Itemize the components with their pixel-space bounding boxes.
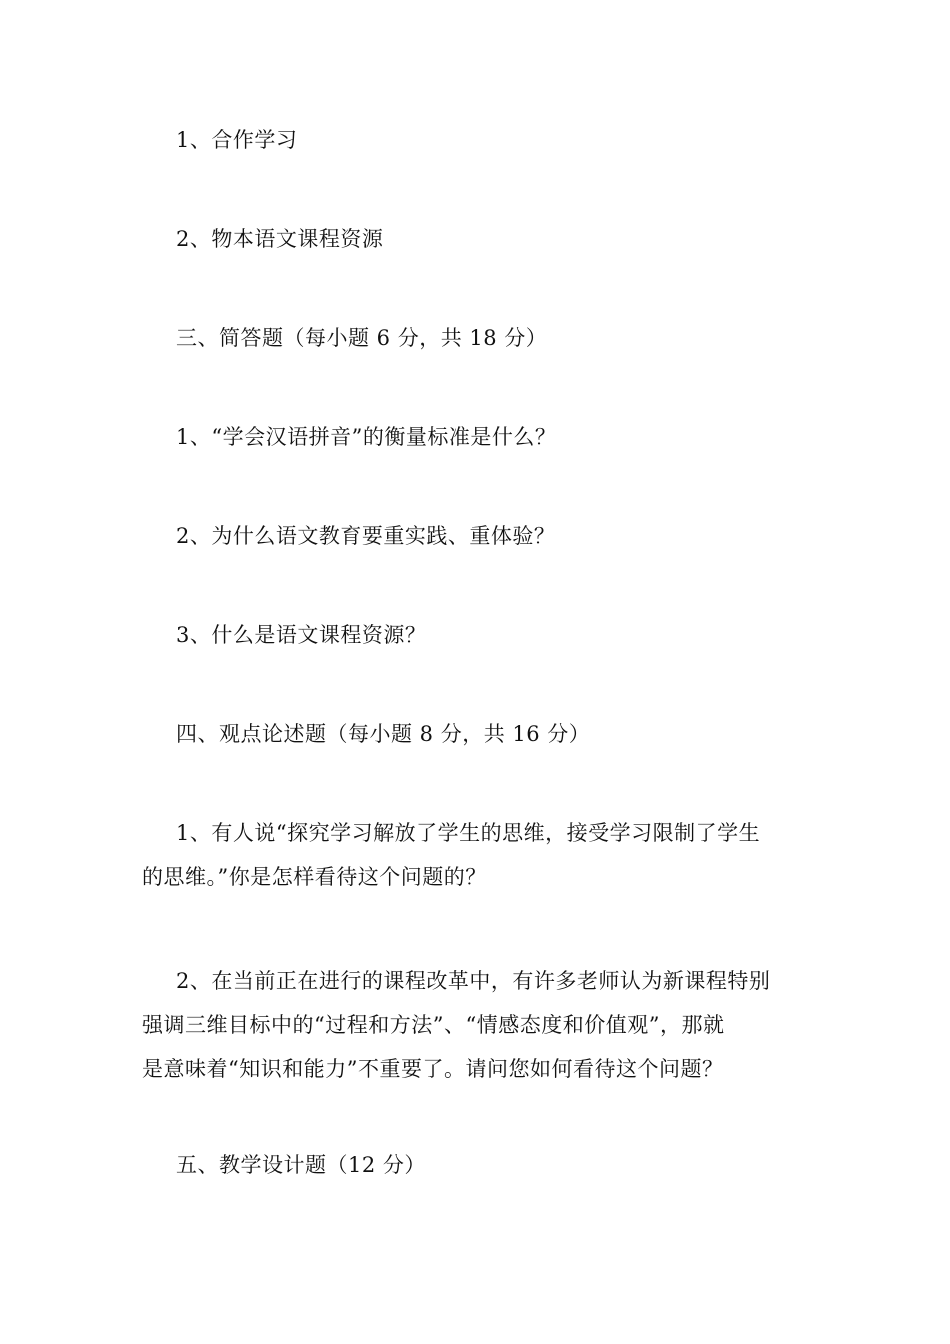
- argument-question-2-line-2: 强调三维目标中的“过程和方法”、“情感态度和价值观”，那就: [142, 1013, 725, 1037]
- argument-question-1-line-2: 的思维。”你是怎样看待这个问题的？: [142, 865, 487, 889]
- argument-question-1-line-1: 1、有人说“探究学习解放了学生的思维，接受学习限制了学生: [176, 821, 761, 845]
- short-answer-question-2: 2、为什么语文教育要重实践、重体验？: [176, 524, 556, 548]
- argument-question-1: [142, 811, 802, 899]
- short-answer-question-3: 3、什么是语文课程资源？: [176, 623, 427, 647]
- term-item-2: 2、物本语文课程资源: [176, 227, 384, 251]
- section-heading-short-answer: 三、简答题（每小题 6 分，共 18 分）: [176, 326, 548, 350]
- argument-question-2-line-1: 2、在当前正在进行的课程改革中，有许多老师认为新课程特别: [176, 969, 771, 993]
- term-item-1: 1、合作学习: [176, 128, 298, 152]
- argument-question-2: [142, 959, 802, 1091]
- section-heading-argument: 四、观点论述题（每小题 8 分，共 16 分）: [176, 722, 591, 746]
- section-heading-lesson-design: 五、教学设计题（12 分）: [176, 1153, 426, 1177]
- short-answer-question-1: 1、“学会汉语拼音”的衡量标准是什么？: [176, 425, 557, 449]
- argument-question-2-line-3: 是意味着“知识和能力”不重要了。请问您如何看待这个问题？: [142, 1057, 724, 1081]
